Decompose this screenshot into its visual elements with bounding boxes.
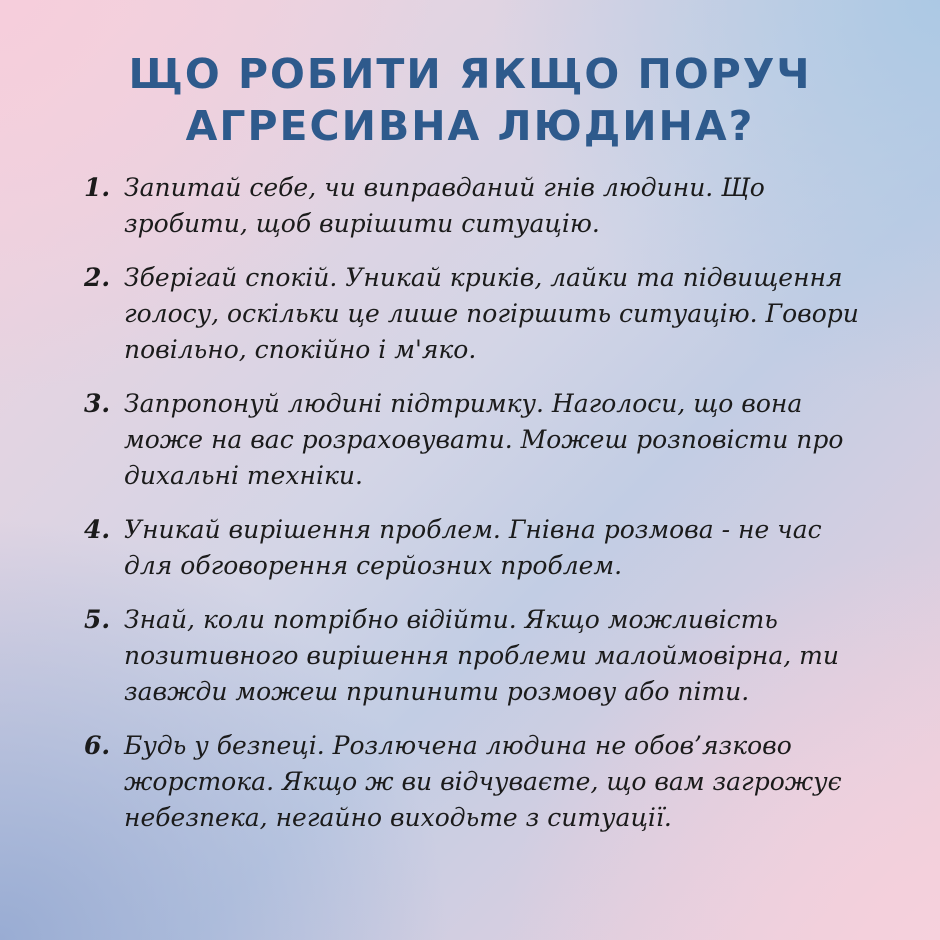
list-item [84, 602, 874, 710]
page-title [0, 48, 940, 152]
item-text: Зберігай спокій. Уникай криків, лайки та підвищення голосу, оскільки це лише погіршить ситуацію. Говори повільно, спокійно і м'яко. [124, 263, 859, 364]
title-line-1: ЩО РОБИТИ ЯКЩО ПОРУЧ [128, 50, 812, 98]
item-text: Знай, коли потрібно відійти. Якщо можливість позитивного вирішення проблеми малоймовірна, ти завжди можеш припинити розмову або піти. [124, 605, 839, 706]
item-number: 4. [84, 515, 111, 544]
list-item [84, 728, 874, 836]
item-text: Запитай себе, чи виправданий гнів людини. Що зробити, щоб вирішити ситуацію. [124, 173, 765, 238]
item-number: 2. [84, 263, 111, 292]
item-text: Будь у безпеці. Розлючена людина не обов’язково жорстока. Якщо ж ви відчуваєте, що вам загрожує небезпека, негайно виходьте з ситуації. [124, 731, 842, 832]
title-line-2: АГРЕСИВНА ЛЮДИНА? [185, 102, 755, 150]
item-number: 5. [84, 605, 111, 634]
list-item [84, 386, 874, 494]
list-item [84, 170, 874, 242]
item-text: Уникай вирішення проблем. Гнівна розмова - не час для обговорення серйозних проблем. [124, 515, 822, 580]
list-item [84, 260, 874, 368]
list-item [84, 512, 874, 584]
item-number: 6. [84, 731, 111, 760]
tips-list [84, 170, 874, 854]
item-number: 3. [84, 389, 111, 418]
item-text: Запропонуй людині підтримку. Наголоси, що вона може на вас розраховувати. Можеш розповісти про дихальні техніки. [124, 389, 844, 490]
item-number: 1. [84, 173, 111, 202]
